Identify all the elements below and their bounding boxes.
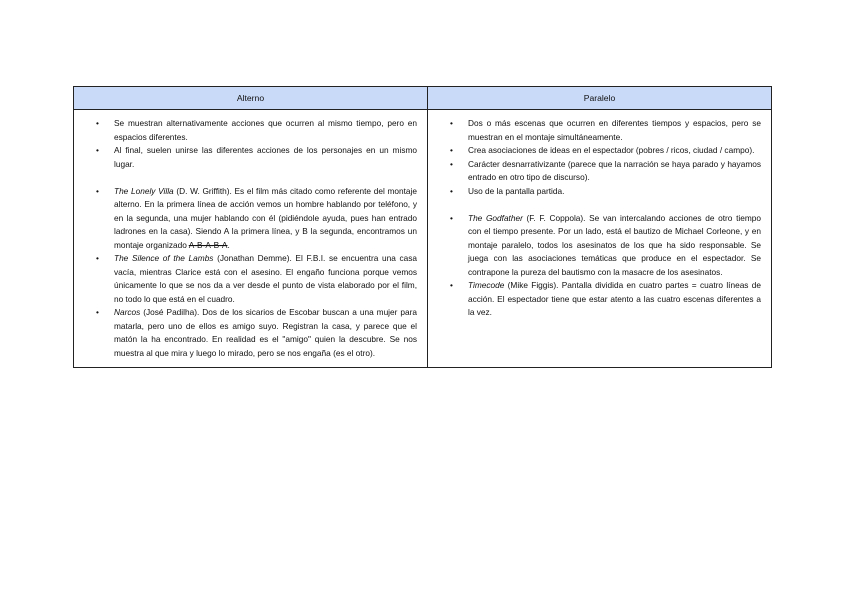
alterno-cell: [74, 110, 428, 368]
comparison-table: [73, 86, 772, 368]
paralelo-list: [436, 117, 761, 320]
list-item: [436, 117, 761, 144]
item-text: Uso de la pantalla partida.: [468, 185, 565, 196]
content-row: [74, 110, 772, 368]
film-title: The Godfather: [468, 212, 523, 223]
item-text: Al final, suelen unirse las diferentes acciones de los personajes en un mismo lugar.: [114, 145, 417, 169]
list-item: [436, 158, 761, 185]
list-item: [82, 117, 417, 144]
film-title: The Silence of the Lambs: [114, 253, 214, 263]
list-item: [436, 144, 761, 158]
film-title: Timecode: [468, 280, 505, 290]
item-text: (Jonathan Demme). El F.B.I. se encuentra una casa vacía, mientras Clarice está con el asesino. El engaño funciona porque vemos únicamente lo que se nos da a ver desde el punto de vista elaborado por el film, no todo lo que está en el cuadro.: [114, 253, 417, 304]
list-item: [82, 185, 417, 253]
header-row: [74, 87, 772, 110]
film-title: The Lonely Villa: [114, 185, 174, 196]
item-text: (D. W. Griffith). Es el film más citado como referente del montaje alterno. En la primera línea de acción vemos un hombre hablando por teléfono, y en la segunda, una mujer hablando con él (pidiéndole ayuda, pues han entrado ladrones en la casa). Siendo A la primera línea, y B la segunda, encontramos un montaje organizado: [114, 185, 417, 250]
item-text: (José Padilha). Dos de los sicarios de Escobar buscan a una mujer para matarla, pero uno de ellos es amigo suyo. Registran la casa, y parece que el matón la ha encontrado. En realidad es el "amigo" quien la descubre. Se nos muestra al que mira y luego lo mirado, pero se nos engaña (es el otro).: [114, 307, 417, 358]
item-text: Se muestran alternativamente acciones que ocurren al mismo tiempo, pero en espacios diferentes.: [114, 118, 417, 142]
list-item: [436, 185, 761, 199]
list-item: [436, 212, 761, 280]
alterno-list: [82, 117, 417, 360]
header-paralelo: Paralelo: [428, 87, 772, 110]
paralelo-cell: [428, 110, 772, 368]
item-text: (F. F. Coppola). Se van intercalando acciones de otro tiempo con el tiempo presente. Por un lado, está el bautizo de Michael Corleone, y en montaje paralelo, todos los asesinatos de los que ha sido responsable. Se juega con las asociaciones temáticas que produce en el espectador. Se contrapone la pureza del bautismo con la masacre de los asesinatos.: [468, 212, 761, 277]
film-title: Narcos: [114, 307, 141, 317]
list-item: [82, 306, 417, 360]
item-text: Carácter desnarrativizante (parece que la narración se haya parado y hayamos entrado en otro tipo de discurso).: [468, 158, 761, 182]
item-text: Crea asociaciones de ideas en el espectador (pobres / ricos, ciudad / campo).: [468, 145, 755, 155]
list-item: [82, 144, 417, 171]
list-item: [436, 279, 761, 320]
item-text: .: [227, 239, 230, 250]
header-alterno: Alterno: [74, 87, 428, 110]
item-text: (Mike Figgis). Pantalla dividida en cuatro partes = cuatro líneas de acción. El espectador tiene que estar atento a las cuatro escenas diferentes a la vez.: [468, 280, 761, 317]
item-text: Dos o más escenas que ocurren en diferentes tiempos y espacios, pero se muestran en el montaje simultáneamente.: [468, 118, 761, 142]
struck-text: A-B-A-B-A: [188, 239, 228, 250]
list-item: [82, 252, 417, 306]
